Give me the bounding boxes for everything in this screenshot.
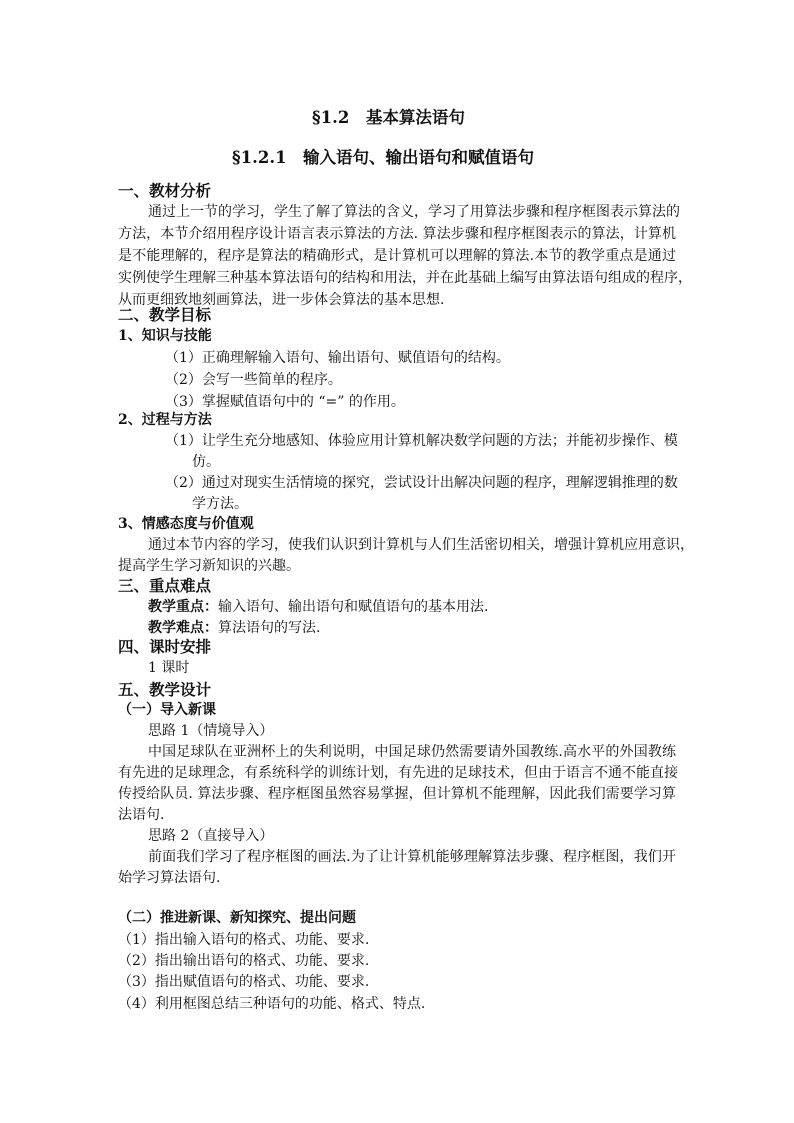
subsection-heading-new-lesson: （二）推进新课、新知探究、提出问题 bbox=[118, 910, 356, 926]
section-heading-objectives: 二、教学目标 bbox=[118, 305, 212, 324]
difficulty-label: 教学难点： bbox=[148, 620, 218, 636]
difficulty-text: 算法语句的写法. bbox=[218, 620, 321, 636]
list-item: （4）利用框图总结三种语句的功能、格式、特点. bbox=[118, 996, 426, 1012]
key-point-text: 输入语句、输出语句和赋值语句的基本用法. bbox=[218, 599, 489, 615]
section-heading-keypoints: 三、重点难点 bbox=[118, 576, 212, 595]
paragraph-line: 法语句. bbox=[118, 807, 165, 823]
paragraph-line: 方法，本节介绍用程序设计语言表示算法的方法. 算法步骤和程序框图表示的算法，计算机 bbox=[118, 226, 676, 242]
paragraph-line: 始学习算法语句. bbox=[118, 870, 221, 886]
list-item: （2）会写一些简单的程序。 bbox=[165, 372, 342, 388]
paragraph-line: 传授给队员. 算法步骤、程序框图虽然容易掌握，但计算机不能理解，因此我们需要学习算 bbox=[118, 786, 676, 802]
list-item: （1）正确理解输入语句、输出语句、赋值语句的结构。 bbox=[165, 350, 510, 366]
paragraph-line: 从而更细致地刻画算法，进一步体会算法的基本思想. bbox=[118, 292, 445, 308]
schedule-text: 1 课时 bbox=[148, 660, 190, 676]
document-subtitle: §1.2.1 输入语句、输出语句和赋值语句 bbox=[232, 148, 535, 167]
list-item: （1）让学生充分地感知、体验应用计算机解决数学问题的方法；并能初步操作、模 bbox=[165, 433, 678, 449]
list-item: （3）掌握赋值语句中的 “=” 的作用。 bbox=[165, 394, 405, 410]
paragraph-line: 通过上一节的学习，学生了解了算法的含义，学习了用算法步骤和程序框图表示算法的 bbox=[148, 204, 680, 220]
list-item: （2）通过对现实生活情境的探究，尝试设计出解决问题的程序，理解逻辑推理的数 bbox=[165, 475, 678, 491]
list-item: （3）指出赋值语句的格式、功能、要求. bbox=[118, 974, 370, 990]
section-heading-analysis: 一、教材分析 bbox=[118, 181, 212, 200]
subsection-heading-process: 2、过程与方法 bbox=[118, 412, 212, 428]
paragraph-line: 有先进的足球理念，有系统科学的训练计划，有先进的足球技术，但由于语言不通不能直接 bbox=[118, 765, 678, 781]
list-item-continuation: 学方法。 bbox=[192, 496, 248, 512]
list-item-continuation: 仿。 bbox=[192, 454, 220, 470]
section-heading-schedule: 四、课时安排 bbox=[118, 637, 212, 656]
key-point-line bbox=[148, 597, 488, 618]
paragraph-line: 通过本节内容的学习，使我们认识到计算机与人们生活密切相关，增强计算机应用意识， bbox=[148, 537, 694, 553]
list-item: （1）指出输入语句的格式、功能、要求. bbox=[118, 932, 370, 948]
key-point-label: 教学重点： bbox=[148, 599, 218, 615]
paragraph-line: 中国足球队在亚洲杯上的失利说明，中国足球仍然需要请外国教练.高水平的外国教练 bbox=[148, 744, 676, 760]
paragraph-line: 前面我们学习了程序框图的画法.为了让计算机能够理解算法步骤、程序框图，我们开 bbox=[148, 849, 676, 865]
section-heading-design: 五、教学设计 bbox=[118, 680, 212, 699]
subsection-heading-knowledge: 1、知识与技能 bbox=[118, 328, 212, 344]
paragraph-line: 提高学生学习新知识的兴趣。 bbox=[118, 558, 300, 574]
subsection-heading-attitude: 3、情感态度与价值观 bbox=[118, 516, 254, 532]
paragraph-line: 实例使学生理解三种基本算法语句的结构和用法，并在此基础上编写由算法语句组成的程序， bbox=[118, 270, 692, 286]
subsection-heading-intro: （一）导入新课 bbox=[118, 702, 216, 718]
document-title: §1.2 基本算法语句 bbox=[312, 108, 465, 127]
idea-label: 思路 1（情境导入） bbox=[148, 723, 274, 739]
idea-label: 思路 2（直接导入） bbox=[148, 828, 274, 844]
list-item: （2）指出输出语句的格式、功能、要求. bbox=[118, 953, 370, 969]
paragraph-line: 是不能理解的，程序是算法的精确形式，是计算机可以理解的算法.本节的教学重点是通过 bbox=[118, 248, 676, 264]
